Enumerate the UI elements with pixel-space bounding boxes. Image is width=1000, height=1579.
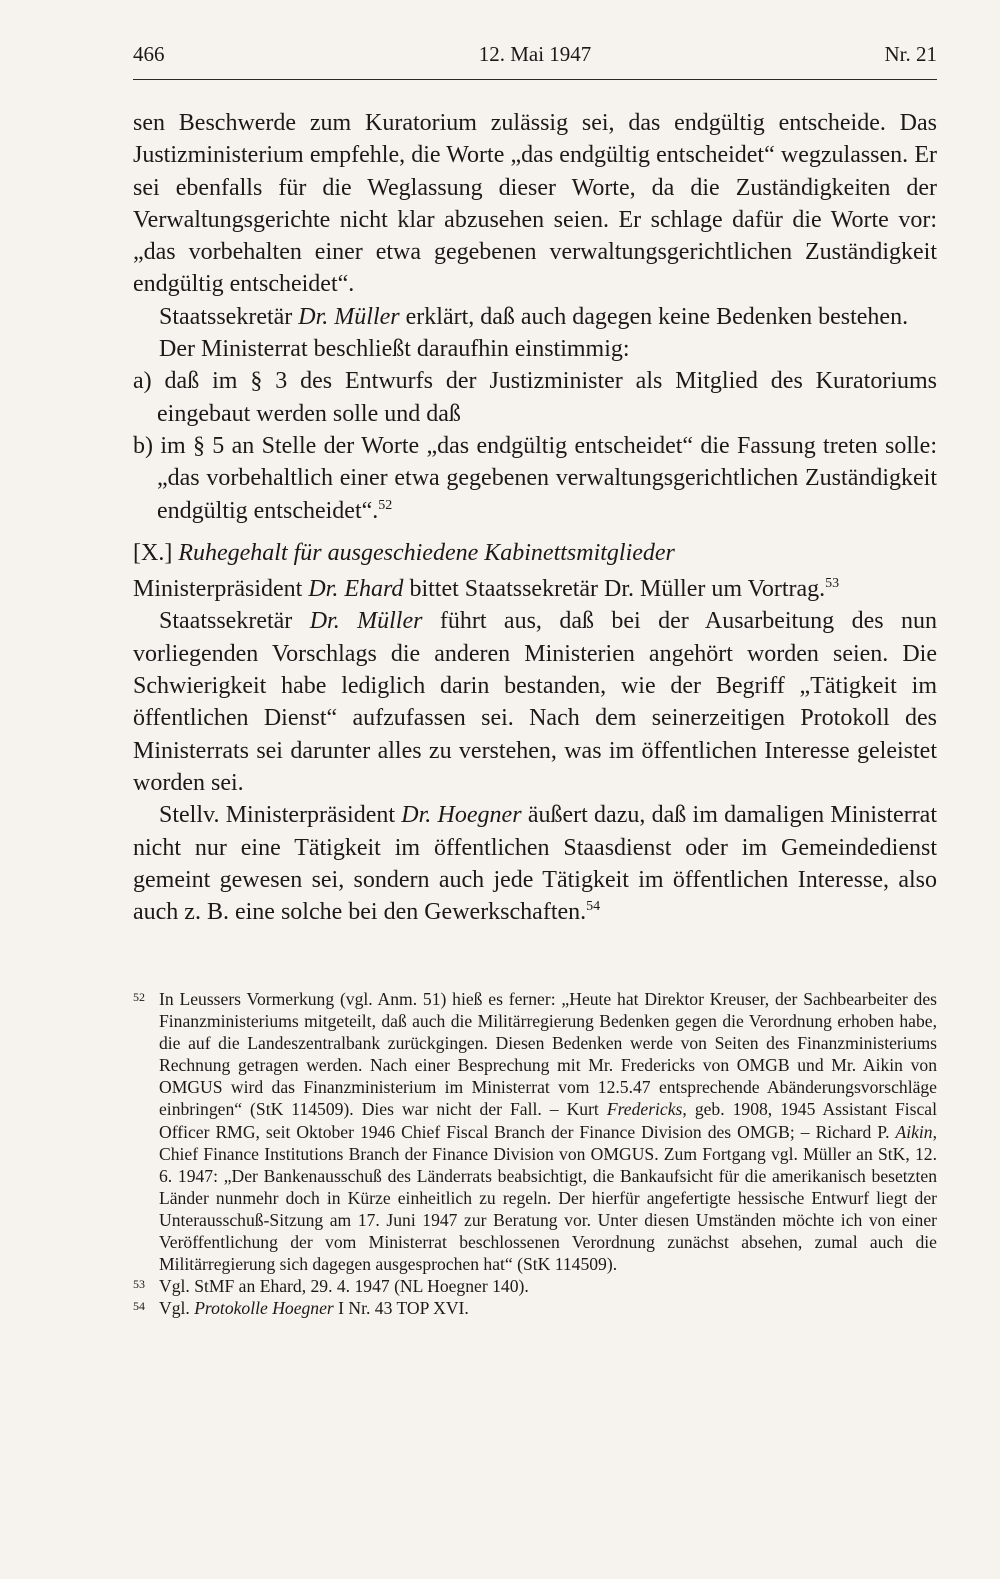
section-title: Ruhegehalt für ausgeschiedene Kabinettsmitglieder	[178, 539, 675, 566]
footnote-54	[133, 1297, 937, 1319]
footnote-52	[133, 988, 937, 1275]
footnote-53	[133, 1275, 937, 1297]
running-header	[133, 42, 937, 74]
paragraph-ehard	[133, 573, 937, 605]
paragraph-resolution: Der Ministerrat beschließt daraufhin einstimmig:	[159, 336, 630, 363]
paragraph-hoegner	[133, 799, 937, 928]
footnote-ref-54: 54	[586, 899, 601, 915]
resolution-item-a: a) daß im § 3 des Entwurfs der Justizminister als Mitglied des Kuratoriums eingebaut werden solle und daß	[133, 368, 937, 427]
speaker-name: Dr. Hoegner	[401, 802, 522, 829]
speaker-role: Staatssekretär	[159, 303, 299, 330]
footnote-ref-53: 53	[825, 576, 840, 592]
footnote-text-part: , Chief Finance Institutions Branch der Finance Division von OMGUS. Zum Fortgang vgl. Müller an StK, 12. 6. 1947: „Der Bankenausschuß des Länderrats beabsichtigt, die Bankaufsicht für die amerikanisch besetzten Länder nunmehr doch in Kürze einheitlich zu regeln. Der hierfür angefertigte hessische Entwurf liegt der Unterausschuß-Sitzung am 17. Juni 1947 zur Beratung vor. Unter diesen Umständen möchte ich von einer Veröffentlichung der vom Ministerrat beschlossenen Verordnung zunächst absehen, zumal auch die Militärregierung sich dagegen ausgesprochen hat“ (StK 114509).	[159, 1121, 937, 1275]
footnote-text-part: I Nr. 43 TOP XVI.	[333, 1298, 469, 1319]
header-rule	[133, 79, 937, 80]
section-heading	[133, 537, 937, 569]
paragraph-mueller-statement	[133, 301, 937, 333]
footnote-number: 53	[133, 1277, 145, 1292]
paragraph-mueller-explanation	[133, 605, 937, 799]
statement-text: erklärt, daß auch dagegen keine Bedenken bestehen.	[399, 303, 909, 330]
statement-text: äußert dazu, daß im damaligen Ministerrat nicht nur eine Tätigkeit im öffentlichen Staasdienst oder im Gemeindedienst gemeint gewesen sei, sondern auch jede Tätigkeit im öffentlichen Interesse, also auch z. B. eine solche bei den Gewerkschaften.	[133, 802, 937, 926]
speaker-name: Dr. Müller	[298, 303, 400, 330]
page-number: 466	[133, 42, 165, 66]
speaker-role: Ministerpräsident	[133, 576, 309, 603]
speaker-name: Dr. Ehard	[308, 576, 404, 603]
footnote-number: 54	[133, 1299, 145, 1314]
statement-text: führt aus, daß bei der Ausarbeitung des nun vorliegenden Vorschlags die anderen Ministerien angehört worden seien. Die Schwierigkeit habe lediglich darin bestanden, wie der Begriff „Tätigkeit im öffentlichen Dienst“ aufzufassen sei. Nach dem seinerzeitigen Protokoll des Ministerrats sei darunter alles zu verstehen, was im öffentlichen Interesse geleistet worden sei.	[133, 608, 937, 796]
statement-text: bittet Staatssekretär Dr. Müller um Vortrag.	[403, 576, 826, 603]
item-b-text: b) im § 5 an Stelle der Worte „das endgültig entscheidet“ die Fassung treten solle: „das vorbehaltlich einer etwa gegebenen verwaltungsgerichtlichen Zuständigkeit endgültig entscheidet“.	[133, 432, 937, 524]
speaker-role: Stellv. Ministerpräsident	[159, 802, 402, 829]
footnotes	[133, 988, 937, 1319]
footnote-text-part: , geb. 1908, 1945 Assistant Fiscal Officer RMG, seit Oktober 1946 Chief Fiscal Branch der Finance Division des OMGB; – Richard P.	[159, 1099, 937, 1142]
publication-title: Protokolle Hoegner	[194, 1298, 334, 1319]
speaker-name: Dr. Müller	[309, 608, 423, 635]
header-date: 12. Mai 1947	[478, 42, 592, 66]
footnote-text-part: In Leussers Vormerkung (vgl. Anm. 51) hieß es ferner: „Heute hat Direktor Kreuser, der Sachbearbeiter des Finanzministeriums mitgeteilt, daß auch die Militärregierung Bedenken gegen die Verordnung erhoben habe, die auf die Landeszentralbank zurückgingen. Diesen Bedenken werde von Seiten des Finanzministeriums Rechnung getragen werden. Nach einer Besprechung mit Mr. Fredericks von OMGB und Mr. Aikin von OMGUS wird das Finanzministerium im Ministerrat vom 12.5.47 entsprechende Abänderungsvorschläge einbringen“ (StK 114509). Dies war nicht der Fall. – Kurt	[159, 989, 937, 1120]
section-number: [X.]	[133, 539, 179, 566]
speaker-role: Staatssekretär	[159, 608, 310, 635]
person-name: Aikin	[895, 1121, 933, 1142]
footnote-number: 52	[133, 990, 145, 1004]
document-number: Nr. 21	[884, 42, 937, 66]
footnote-text	[159, 1297, 937, 1319]
footnote-text: Vgl. StMF an Ehard, 29. 4. 1947 (NL Hoegner 140).	[159, 1276, 529, 1297]
footnote-text	[159, 988, 937, 1275]
person-name: Fredericks	[606, 1099, 683, 1120]
main-text	[133, 107, 937, 928]
footnote-text-part: Vgl.	[159, 1298, 195, 1319]
footnote-ref-52: 52	[378, 497, 393, 513]
resolution-item-b	[133, 430, 937, 527]
paragraph-continuation: sen Beschwerde zum Kuratorium zulässig sei, das endgültig entscheide. Das Justizministerium empfehle, die Worte „das endgültig entscheidet“ wegzulassen. Er sei ebenfalls für die Weglassung dieser Worte, da die Zuständigkeiten der Verwaltungsgerichte nicht klar abzusehen seien. Er schlage dafür die Worte vor: „das vorbehalten einer etwa gegebenen verwaltungsgerichtlichen Zuständigkeit endgültig entscheidet“.	[133, 110, 937, 298]
